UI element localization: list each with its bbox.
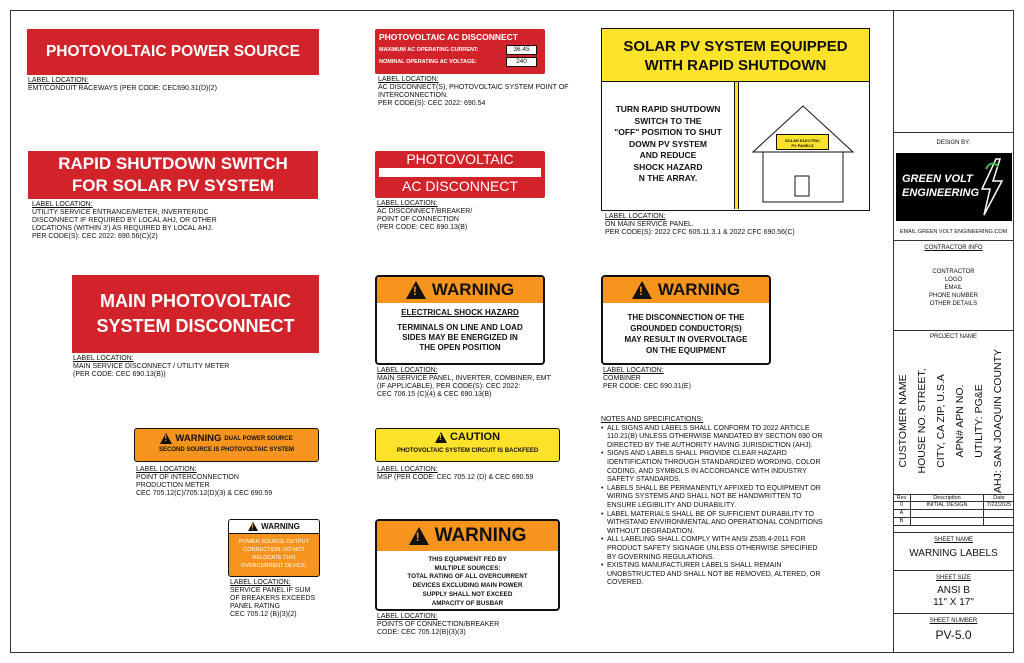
sign-body-line: AND REDUCE <box>639 150 697 160</box>
warning-header <box>377 521 558 551</box>
warning-header-text: WARNING <box>261 522 300 531</box>
warning-body-line: RELOCATE THIS <box>252 555 296 561</box>
bullet: • <box>601 484 604 492</box>
rev-column-header: Rev <box>893 495 911 501</box>
warning-subtitle: ELECTRICAL SHOCK HAZARD <box>401 308 519 317</box>
label-location-line: CEC 705.12 (B)(3)(2) <box>230 611 297 618</box>
design-by-label: DESIGN BY: <box>936 140 971 146</box>
label-location-line: MAIN SERVICE PANEL, INVERTER, COMBINER, EMT <box>377 375 551 382</box>
warning-body-line: ON THE EQUIPMENT <box>645 346 726 355</box>
warning-fed-caption <box>377 613 577 637</box>
title-block-divider <box>893 240 1014 241</box>
notes-line: 110.21(B) UNLESS OTHERWISE MANDATED BY SECTION 690 OR <box>607 433 823 441</box>
label-location-heading: LABEL LOCATION: <box>136 466 197 473</box>
warning-body-line: CONNECTION. DO NOT <box>243 547 305 553</box>
sign-title-line: FOR SOLAR PV SYSTEM <box>71 176 275 195</box>
warning-triangle-icon <box>160 433 172 444</box>
label-location-heading: LABEL LOCATION: <box>377 613 438 620</box>
sheet-name: WARNING LABELS <box>909 548 998 559</box>
project-address-line: CITY, CA ZIP, U.S.A <box>935 374 947 468</box>
notes-item <box>601 425 886 451</box>
warning-triangle-icon <box>632 281 652 299</box>
warning-triangle-icon <box>409 527 429 545</box>
label-location-line: PRODUCTION METER <box>136 482 210 489</box>
notes-line: LABELS SHALL BE PERMANENTLY AFFIXED TO EQUIPMENT OR <box>607 484 821 492</box>
date-cell <box>984 518 1014 525</box>
warning-header-rest: DUAL POWER SOURCE <box>224 435 293 442</box>
panel-label-line: PV PANELS <box>791 143 814 148</box>
warning-body-line: MULTIPLE SOURCES: <box>434 564 501 572</box>
warning-header-text: WARNING <box>175 433 222 444</box>
pv-ac-disconnect-caption <box>377 200 537 232</box>
label-location-heading: LABEL LOCATION: <box>32 201 93 208</box>
label-location-heading: LABEL LOCATION: <box>73 355 134 362</box>
warning-header <box>377 277 543 303</box>
label-location-line: CODE: CEC 705.12(B)(3)(3) <box>377 629 466 636</box>
sign-title-line: WITH RAPID SHUTDOWN <box>644 57 827 74</box>
project-info <box>894 346 1012 496</box>
sign-title-band <box>602 29 869 82</box>
label-location-line: POINT OF INTERCONNECTION <box>136 474 239 481</box>
warning-output-caption <box>230 579 330 619</box>
project-apn: APN# APN NO. <box>954 384 966 458</box>
label-location-heading: LABEL LOCATION: <box>377 466 438 473</box>
logo-text-line1: GREEN VOLT <box>902 173 973 185</box>
label-location-heading: LABEL LOCATION: <box>605 213 666 220</box>
warning-body-line: TOTAL RATING OF ALL OVERCURRENT <box>407 573 528 581</box>
max-current-value: 36.45 <box>506 45 537 55</box>
label-location-heading: LABEL LOCATION: <box>28 77 89 84</box>
contractor-line: EMAIL <box>944 285 963 291</box>
warning-grounded-sign <box>601 275 771 365</box>
title-block-divider <box>893 132 1014 133</box>
label-location-line: MSP (PER CODE: CEC 705.12 (D) & CEC 690.59 <box>377 474 534 481</box>
label-location-line: CEC 706.15 (C)(4) & CEC 690.13(B) <box>377 391 492 398</box>
sign-title-line: MAIN PHOTOVOLTAIC <box>100 291 291 311</box>
solar-panel-label <box>776 134 829 150</box>
warning-output-sign <box>228 519 320 577</box>
label-location-line: (IF APPLICABLE), PER CODE(S): CEC 2022: <box>377 383 521 390</box>
warning-body-line: GROUNDED CONDUCTOR(S) <box>630 324 742 333</box>
project-utility: UTILITY: PG&E <box>973 384 985 458</box>
label-location-line: (PER CODE: CEC 690.13(B) <box>377 224 468 231</box>
label-location-line: COMBINER <box>603 375 641 382</box>
rev-cell: 0 <box>893 502 911 509</box>
notes-item <box>601 562 886 588</box>
notes-line: ALL LABELING SHALL COMPLY WITH ANSI Z535.4-2011 FOR <box>607 536 806 544</box>
sign-body-line: TURN RAPID SHUTDOWN <box>615 104 721 114</box>
sheet-size-line: ANSI B <box>937 585 970 596</box>
panel-label-line: SOLAR ELECTRIC <box>784 138 821 143</box>
notes-line: BY GOVERNING REGULATIONS. <box>607 553 715 561</box>
table-row <box>893 502 1014 510</box>
description-cell: INITIAL DESIGN <box>911 502 984 509</box>
date-cell <box>984 510 1014 517</box>
company-logo <box>896 153 1012 221</box>
warning-body-line: SECOND SOURCE IS PHOTOVOLTAIC SYSTEM <box>158 447 294 453</box>
warning-body <box>603 303 769 356</box>
notes-line: SIGNS AND LABELS SHALL PROVIDE CLEAR HAZARD <box>607 450 787 458</box>
notes-line: WITHSTAND ENVIRONMENTAL AND OPERATIONAL CONDITIONS <box>607 519 823 527</box>
warning-body <box>377 551 558 608</box>
description-cell <box>911 518 984 525</box>
sign-body <box>602 82 734 209</box>
title-block-divider <box>893 532 1014 533</box>
rapid-shutdown-equipped-sign <box>601 28 870 211</box>
title-block-divider <box>893 330 1014 331</box>
sign-title: PHOTOVOLTAIC AC DISCONNECT <box>379 32 518 42</box>
label-location-heading: LABEL LOCATION: <box>377 367 438 374</box>
warning-grounded-caption <box>603 367 753 391</box>
label-location-line: POINT OF CONNECTION <box>377 216 459 223</box>
warning-header-text: WARNING <box>434 525 527 546</box>
rapid-shutdown-equipped-caption <box>605 213 865 237</box>
main-pv-disconnect-caption <box>73 355 273 379</box>
caution-backfeed-caption <box>377 466 577 482</box>
bullet: • <box>601 536 604 544</box>
contractor-info-heading: CONTRACTOR INFO <box>924 245 983 251</box>
sign-body-line: DOWN PV SYSTEM <box>629 138 707 149</box>
warning-header <box>229 520 319 534</box>
warning-dual-caption <box>136 466 336 498</box>
description-cell <box>911 510 984 517</box>
title-block-divider <box>893 570 1014 571</box>
date-cell: 7/22/2025 <box>986 502 1012 508</box>
label-location-line: MAIN SERVICE DISCONNECT / UTILITY METER <box>73 363 230 370</box>
bullet: • <box>601 562 604 570</box>
sign-title-line: PHOTOVOLTAIC <box>406 151 514 167</box>
sign-title-line: RAPID SHUTDOWN SWITCH <box>58 154 288 173</box>
label-location-line: DISCONNECT IF REQUIRED BY LOCAL AHJ, OR OTHER <box>32 217 217 224</box>
pv-ac-disconnect-table-sign <box>375 29 545 74</box>
warning-shock-sign <box>375 275 545 365</box>
label-location-line: AC DISCONNECT/BREAKER/ <box>377 208 473 215</box>
bullet: • <box>601 450 604 458</box>
notes-line: LABEL MATERIALS SHALL BE OF SUFFICIENT DURABILITY TO <box>607 510 814 518</box>
rev-cell: A <box>893 510 911 517</box>
bullet: • <box>601 424 604 432</box>
label-location-line: PER CODE(S): 2022 CFC 605.11.3.1 & 2022 CFC 690.56(C) <box>605 229 795 236</box>
pv-ac-disconnect-table-caption <box>378 76 578 108</box>
notes-line: ALL SIGNS AND LABELS SHALL CONFORM TO 2022 ARTICLE <box>607 424 810 432</box>
label-location-line: EMT/CONDUIT RACEWAYS (PER CODE: CEC690.31(D)(2) <box>28 85 217 92</box>
rapid-shutdown-switch-sign <box>28 151 318 199</box>
caution-backfeed-sign <box>375 428 560 462</box>
label-location-line: UTILITY SERVICE ENTRANCE/METER, INVERTER/DC <box>32 209 209 216</box>
notes-line: SAFETY STANDARDS. <box>607 476 681 484</box>
sign-body-line: "OFF" POSITION TO SHUT <box>614 127 722 137</box>
sign-body-line: SWITCH TO THE <box>634 115 702 126</box>
sign-title-line: AC DISCONNECT <box>402 178 518 194</box>
max-current-label: MAXIMUM AC OPERATING CURRENT: <box>379 47 479 53</box>
warning-body-line: POWER SOURCE OUTPUT <box>239 539 309 545</box>
warning-body-line: OVERCURRENT DEVICE. <box>241 563 307 569</box>
warning-triangle-icon <box>248 522 258 531</box>
pv-power-source-caption <box>28 77 328 93</box>
company-email: EMAIL:GREEN VOLT ENGINEERING.COM <box>899 229 1008 235</box>
project-name-label: PROJECT NAME <box>930 334 977 340</box>
notes-line: COVERED. <box>607 579 644 587</box>
sign-title-line: SYSTEM DISCONNECT <box>96 316 295 336</box>
notes-item <box>601 450 886 484</box>
sign-title-line: SOLAR PV SYSTEM EQUIPPED <box>623 38 848 55</box>
date-column-header: Date <box>993 495 1005 501</box>
label-location-line: PER CODE(S): CEC 2022: 690.54 <box>378 100 486 107</box>
logo-text-line2: ENGINEERING <box>902 187 980 199</box>
sign-body-line: SHOCK HAZARD <box>633 161 703 172</box>
warning-body <box>377 317 543 353</box>
label-location-line: PER CODE(S): CEC 2022: 690.56(C)(2) <box>32 233 158 240</box>
label-location-heading: LABEL LOCATION: <box>377 200 438 207</box>
warning-body-line: TERMINALS ON LINE AND LOAD <box>397 323 523 332</box>
contractor-details <box>893 268 1014 308</box>
pv-power-source-sign: PHOTOVOLTAIC POWER SOURCE <box>27 29 319 75</box>
sheet-size <box>893 585 1014 609</box>
label-location-line: OF BREAKERS EXCEEDS <box>230 595 316 602</box>
main-pv-disconnect-sign <box>72 275 319 353</box>
warning-header-text: WARNING <box>431 280 515 299</box>
contractor-line: PHONE NUMBER <box>928 293 978 299</box>
warning-fed-sign <box>375 519 560 611</box>
label-location-line: SERVICE PANEL IF SUM <box>230 587 311 594</box>
warning-body-line: DEVICES EXCLUDING MAIN POWER <box>412 582 523 590</box>
warning-body-line: THE OPEN POSITION <box>419 343 501 352</box>
sheet-number-label: SHEET NUMBER <box>929 618 978 624</box>
nominal-voltage-label: NOMINAL OPERATING AC VOLTAGE: <box>379 59 477 65</box>
notes-line: DIRECTED BY THE AUTHORITY HAVING JURISDICTION (AHJ). <box>607 441 813 449</box>
label-location-line: PANEL RATING <box>230 603 281 610</box>
warning-body-line: SUPPLY SHALL NOT EXCEED <box>422 590 513 598</box>
sheet-size-label: SHEET SIZE <box>936 575 971 581</box>
label-location-line: CEC 705.12(C)/705.12(D)(3) & CEC 690.59 <box>136 490 273 497</box>
label-location-line: POINTS OF CONNECTION/BREAKER <box>377 621 500 628</box>
label-location-heading: LABEL LOCATION: <box>378 76 439 83</box>
contractor-line: OTHER DETAILS <box>929 301 978 307</box>
table-row <box>893 518 1014 526</box>
warning-triangle-icon <box>406 281 426 299</box>
notes-line: ENSURE LEGIBILITY AND DURABILITY. <box>607 501 736 509</box>
revision-table <box>893 494 1014 526</box>
warning-body-line: THE DISCONNECTION OF THE <box>627 313 745 322</box>
label-location-line: (PER CODE: CEC 690.13(B)) <box>73 371 166 378</box>
nominal-voltage-value: 240 <box>506 57 537 67</box>
warning-shock-caption <box>377 367 577 399</box>
label-location-line: LOCATIONS (WITHIN 3') AS REQUIRED BY LOCAL AHJ. <box>32 225 213 232</box>
sheet-number: PV-5.0 <box>935 628 972 642</box>
notes-item <box>601 536 886 562</box>
label-location-line: AC DISCONNECT(S), PHOTOVOLTAIC SYSTEM POINT OF <box>378 84 569 91</box>
notes-line: WIRING SYSTEMS AND SHALL NOT BE HANDWRITTEN TO <box>607 493 802 501</box>
warning-body-line: SIDES MAY BE ENERGIZED IN <box>402 333 518 342</box>
notes-item <box>601 485 886 511</box>
warning-header-text: WARNING <box>657 280 741 299</box>
table-row <box>893 510 1014 518</box>
lightning-bolt-icon <box>976 157 1006 217</box>
label-location-line: INTERCONNECTION. <box>378 92 448 99</box>
warning-body <box>229 534 319 570</box>
notes-line: EXISTING MANUFACTURER LABELS SHALL REMAIN <box>607 562 782 570</box>
sheet-size-line: 11" X 17" <box>933 597 974 608</box>
label-location-line: ON MAIN SERVICE PANEL. <box>605 221 694 228</box>
notes-section <box>601 416 886 588</box>
notes-line: PRODUCT SAFETY SIGNAGE UNLESS OTHERWISE SPECIFIED <box>607 544 818 552</box>
project-ahj: AHJ: SAN JOAQUIN COUNTY <box>992 348 1004 494</box>
notes-line: CODING, AND SYMBOLS IN ACCORDANCE WITH INDUSTRY <box>607 467 807 475</box>
customer-name: CUSTOMER NAME <box>897 374 909 468</box>
caution-header-text: CAUTION <box>449 431 501 443</box>
caution-triangle-icon <box>435 432 447 443</box>
warning-header <box>603 277 769 303</box>
warning-dual-sign <box>134 428 319 462</box>
project-address-line: HOUSE NO. STREET, <box>916 368 928 474</box>
notes-item <box>601 511 886 537</box>
label-location-line: PER CODE: CEC 690.31(E) <box>603 383 691 390</box>
rev-cell: B <box>893 518 911 525</box>
label-location-heading: LABEL LOCATION: <box>603 367 664 374</box>
warning-body-line: AMPACITY OF BUSBAR <box>431 599 504 607</box>
house-diagram <box>739 82 867 209</box>
caution-body: PHOTOVOLTAIC SYSTEM CIRCUIT IS BACKFEED <box>396 448 539 454</box>
notes-line: WITHOUT DEGRADATION. <box>607 527 695 535</box>
sheet-name-label: SHEET NAME <box>934 537 973 543</box>
pv-ac-disconnect-sign <box>375 151 545 198</box>
sign-body-line: N THE ARRAY. <box>638 173 698 183</box>
title-block-divider <box>893 613 1014 614</box>
contractor-line: LOGO <box>944 277 963 283</box>
label-location-heading: LABEL LOCATION: <box>230 579 291 586</box>
rapid-shutdown-switch-caption <box>32 201 252 241</box>
description-column-header: Description <box>911 495 984 501</box>
warning-body-line: THIS EQUIPMENT FED BY <box>428 556 507 563</box>
notes-title: NOTES AND SPECIFICATIONS: <box>601 416 704 423</box>
warning-body-line: MAY RESULT IN OVERVOLTAGE <box>624 335 748 344</box>
contractor-line: CONTRACTOR <box>932 269 975 275</box>
bullet: • <box>601 510 604 518</box>
notes-line: UNOBSTRUCTED AND SHALL NOT BE REMOVED, ALTERED, OR <box>607 570 821 578</box>
notes-line: IDENTIFICATION THROUGH STANDARDIZED WORDING, COLOR <box>607 458 821 466</box>
white-stripe <box>379 168 541 177</box>
